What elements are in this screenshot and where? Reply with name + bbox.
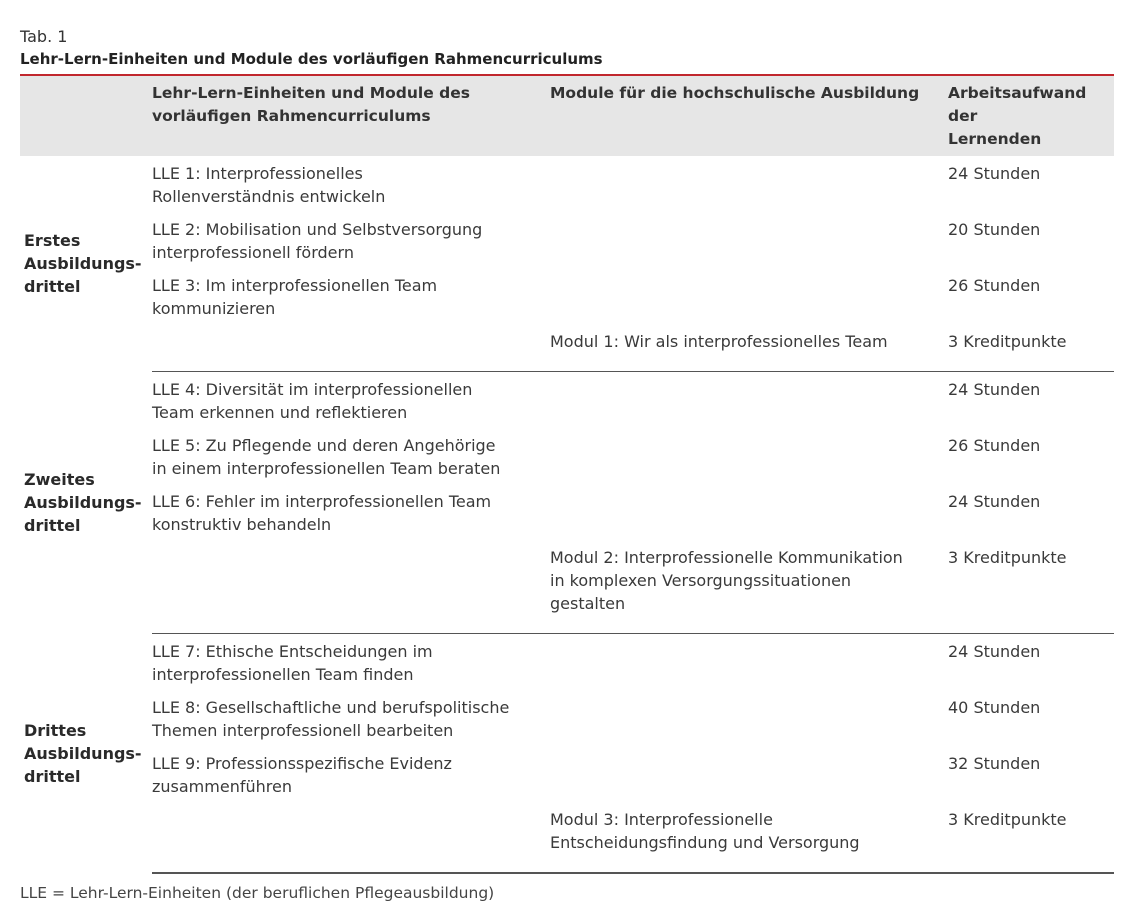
lle-cell: LLE 6: Fehler im interprofessionellen Team konstruktiv behandeln <box>152 492 492 534</box>
section-label: Zweites Ausbildungs-drittel <box>24 470 142 535</box>
table-header <box>20 76 1114 156</box>
header-cell-aufwand: Arbeitsaufwand der Lernenden <box>948 76 1114 156</box>
aufwand-cell: 24 Stunden <box>948 642 1041 661</box>
table-footnote: LLE = Lehr-Lern-Einheiten (der beruflichen Pflegeausbildung) <box>20 884 495 902</box>
curriculum-table <box>20 76 1114 874</box>
table-row <box>20 696 1114 752</box>
lle-cell: LLE 4: Diversität im interprofessionellen Team erkennen und reflektieren <box>152 380 473 422</box>
modul-cell <box>550 372 948 435</box>
aufwand-cell: 26 Stunden <box>948 436 1041 455</box>
table-row <box>20 752 1114 808</box>
table-body <box>20 156 1114 873</box>
lle-cell: LLE 1: Interprofessionelles Rollenverständnis entwickeln <box>152 164 386 206</box>
section-label: Erstes Ausbildungs-drittel <box>24 231 142 297</box>
table-row <box>20 156 1114 218</box>
modul-cell: Modul 2: Interprofessionelle Kommunikation in komplexen Versorgungssituationen gestalten <box>550 546 948 634</box>
header-cell-modul: Module für die hochschulische Ausbildung <box>550 76 948 156</box>
modul-cell <box>550 274 948 330</box>
lle-cell: LLE 3: Im interprofessionellen Team kommunizieren <box>152 276 438 318</box>
table-row <box>20 330 1114 372</box>
lle-cell: LLE 7: Ethische Entscheidungen im interprofessionellen Team finden <box>152 642 433 684</box>
lle-cell: LLE 8: Gesellschaftliche und berufspolitische Themen interprofessionell bearbeiten <box>152 698 510 740</box>
lle-cell <box>152 808 550 873</box>
table-row <box>20 218 1114 274</box>
aufwand-cell: 3 Kreditpunkte <box>948 546 1114 634</box>
aufwand-cell: 24 Stunden <box>948 492 1041 511</box>
section-label: Drittes Ausbildungs-drittel <box>24 720 142 786</box>
header-cell-section <box>20 76 152 156</box>
modul-cell: Modul 1: Wir als interprofessionelles Team <box>550 330 948 372</box>
table-row <box>20 490 1114 546</box>
aufwand-cell: 3 Kreditpunkte <box>948 808 1114 873</box>
modul-cell: Modul 3: Interprofessionelle Entscheidungsfindung und Versorgung <box>550 808 948 873</box>
header-row <box>20 76 1114 156</box>
modul-cell <box>550 634 948 697</box>
lle-cell: LLE 2: Mobilisation und Selbstversorgung interprofessionell fördern <box>152 220 483 262</box>
table-title: Lehr-Lern-Einheiten und Module des vorläufigen Rahmencurriculums <box>20 50 603 68</box>
aufwand-cell: 24 Stunden <box>948 164 1041 183</box>
table-figure <box>20 26 1114 904</box>
aufwand-cell: 40 Stunden <box>948 698 1041 717</box>
modul-cell <box>550 696 948 752</box>
lle-cell: LLE 5: Zu Pflegende und deren Angehörige in einem interprofessionellen Team beraten <box>152 436 501 478</box>
modul-cell <box>550 218 948 274</box>
lle-cell: LLE 9: Professionsspezifische Evidenz zusammenführen <box>152 754 452 796</box>
header-cell-lle: Lehr-Lern-Einheiten und Module des vorläufigen Rahmencurriculums <box>152 76 550 156</box>
table-row <box>20 546 1114 634</box>
aufwand-cell: 26 Stunden <box>948 276 1041 295</box>
aufwand-cell: 3 Kreditpunkte <box>948 330 1114 372</box>
table-row <box>20 274 1114 330</box>
modul-cell <box>550 490 948 546</box>
table-row <box>20 634 1114 697</box>
table-row <box>20 372 1114 435</box>
lle-cell <box>152 330 550 372</box>
aufwand-cell: 32 Stunden <box>948 754 1041 773</box>
aufwand-cell: 20 Stunden <box>948 220 1041 239</box>
lle-cell <box>152 546 550 634</box>
table-number: Tab. 1 <box>20 27 68 46</box>
modul-cell <box>550 156 948 218</box>
modul-cell <box>550 752 948 808</box>
modul-cell <box>550 434 948 490</box>
table-row <box>20 808 1114 873</box>
table-row <box>20 434 1114 490</box>
aufwand-cell: 24 Stunden <box>948 380 1041 399</box>
